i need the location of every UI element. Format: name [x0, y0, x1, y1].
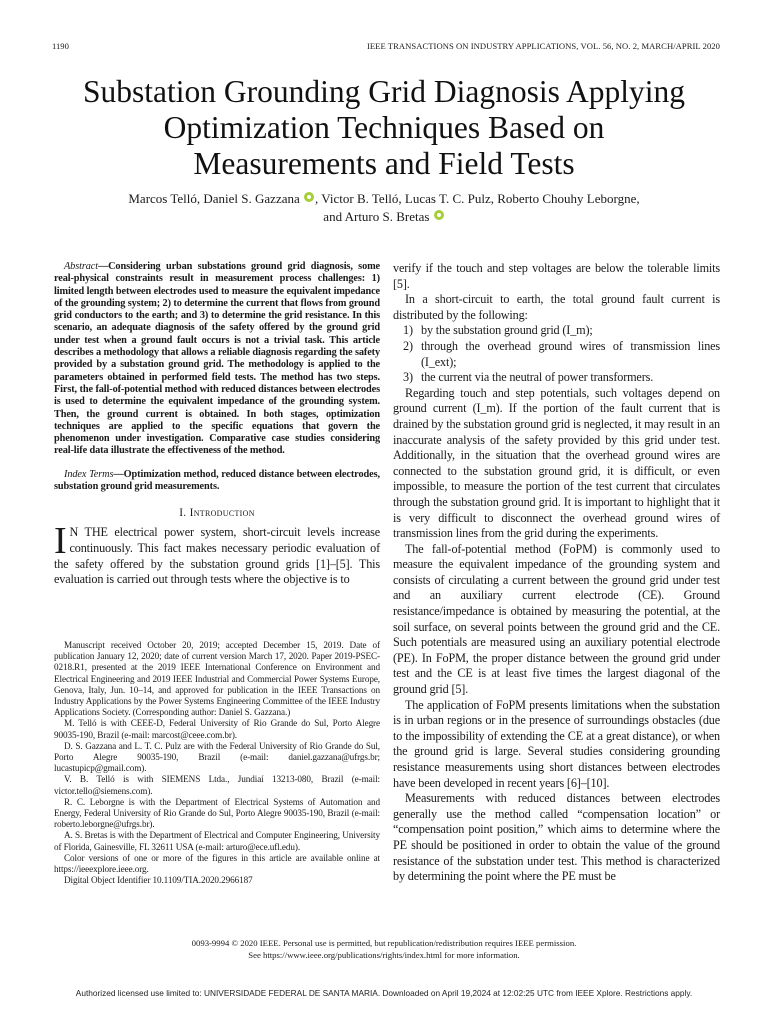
current-distribution-list [393, 323, 720, 385]
orcid-icon[interactable] [434, 210, 444, 220]
copyright-line-1: 0093-9994 © 2020 IEEE. Personal use is permitted, but republication/redistribution requires IEEE permission. [191, 938, 577, 948]
footnote: D. S. Gazzana and L. T. C. Pulz are with the Federal University of Rio Grande do Sul, Porto Alegre 90035-190, Brazil (e-mail: daniel.gazzana@ufrgs.br; lucastupicp@gmail.com). [54, 740, 380, 774]
journal-header: IEEE TRANSACTIONS ON INDUSTRY APPLICATIONS, VOL. 56, NO. 2, MARCH/APRIL 2020 [366, 41, 720, 51]
footnote: Digital Object Identifier 10.1109/TIA.2020.2966187 [64, 875, 253, 886]
author-list [60, 190, 708, 226]
license-footer: Authorized licensed use limited to: UNIVERSIDADE FEDERAL DE SANTA MARIA. Downloaded on April 19,2024 at 12:02:25 UTC from IEEE Xplore. Restrictions apply. [75, 988, 693, 998]
index-terms-text: —Optimization method, reduced distance between electrodes, substation ground grid measurements. [54, 468, 380, 493]
right-column [393, 261, 720, 885]
copyright-notice [100, 938, 668, 961]
page-number: 1190 [52, 41, 69, 51]
drop-cap: I [54, 520, 67, 563]
index-terms [54, 469, 380, 494]
footnote: Manuscript received October 20, 2019; accepted December 15, 2019. Date of publication January 12, 2020; date of current version March 17, 2020. Paper 2019-PSEC-0218.R1, presented at the 2019 IEEE International Conference on Environment and Electrical Engineering and 2019 IEEE Industrial and Commercial Power Systems Europe, Genova, Italy, Jun. 10–14, and approved for publication in the IEEE Transactions on Industry Applications by the Power Systems Engineering Committee of the IEEE Industry Applications Society. (Corresponding author: Daniel S. Gazzana.) [54, 640, 380, 718]
title-line-2: Optimization Techniques Based on [163, 110, 605, 145]
copyright-line-2: See https://www.ieee.org/publications/rights/index.html for more information. [248, 949, 520, 960]
paragraph: In a short-circuit to earth, the total ground fault current is distributed by the following: [393, 292, 720, 322]
intro-text: N THE electrical power system, short-circuit levels increase continuously. This fact makes necessary periodic evaluation of the safety offered by the substation ground grids [1]–[5]. This evaluation is carried out through tests where the objective is to [54, 525, 380, 587]
paragraph: verify if the touch and step voltages are below the tolerable limits [5]. [393, 261, 720, 291]
paragraph: The fall-of-potential method (FoPM) is commonly used to measure the equivalent impedance of the grounding system and consists of circulating a current between the ground grid under test and an auxiliary current electrode (CE). Ground resistance/impedance is obtained by measuring the potential, at the soil surface, on several points between the ground grid and the CE. Such potentials are measured using an auxiliary potential electrode (PE). In FoPM, the proper distance between the ground grid under test and the CE is at least five times the largest diagonal of the ground grid [5]. [393, 541, 720, 697]
footnote: V. B. Telló is with SIEMENS Ltda., Jundiaí 13213-080, Brazil (e-mail: victor.tello@siemens.com). [54, 774, 380, 796]
section-name: Introduction [189, 507, 255, 520]
list-item: 2) through the overhead ground wires of transmission lines (I_ext); [403, 338, 720, 369]
list-item: 3) the current via the neutral of power transformers. [403, 370, 654, 385]
footnotes [54, 640, 380, 886]
authors-part-3: and Arturo S. Bretas [323, 209, 430, 224]
abstract-label: Abstract [64, 261, 98, 272]
introduction-paragraph [54, 520, 380, 587]
list-item: 1) by the substation ground grid (I_m); [403, 323, 593, 338]
title-line-1: Substation Grounding Grid Diagnosis Applying [82, 74, 685, 109]
running-header [52, 41, 720, 55]
footnote: A. S. Bretas is with the Department of Electrical and Computer Engineering, University of Florida, Gainesville, FL 32611 USA (e-mail: arturo@ece.ufl.edu). [54, 830, 380, 852]
paper-title [40, 74, 728, 182]
footnote: M. Telló is with CEEE-D, Federal University of Rio Grande do Sul, Porto Alegre 90035-190, Brazil (e-mail: marcost@ceee.com.br). [54, 718, 380, 740]
abstract [54, 261, 380, 458]
orcid-icon[interactable] [304, 192, 314, 202]
authors-part-1: Marcos Telló, Daniel S. Gazzana [128, 191, 300, 206]
footnote: Color versions of one or more of the figures in this article are available online at https://ieeexplore.ieee.org. [54, 852, 380, 875]
authors-part-2: , Victor B. Telló, Lucas T. C. Pulz, Roberto Chouhy Leborgne, [315, 191, 640, 206]
footnote: R. C. Leborgne is with the Department of Electrical Systems of Automation and Energy, Federal University of Rio Grande do Sul, Porto Alegre 90035-190, Brazil (e-mail: roberto.leborgne@ufrgs.br). [54, 796, 380, 830]
abstract-text: —Considering urban substations ground grid diagnosis, some real-physical constraints result in measurement process challenges: 1) limited length between electrodes used to measure the equivalent impedance of the grounding system; 2) to determine the current that flows from ground grid conductors to the earth; and 3) to determine the grid resistance. In this scenario, an adequate diagnosis of the safety offered by the ground grid under test when a ground fault occurs is not a trivial task. This article describes a methodology that allows a reliable diagnosis regarding the safety provided by a substation ground grid. The methodology is applied to the parameters obtained in performed field tests. The method has two steps. First, the fall-of-potential method with reduced distances between electrodes is used to determine the equivalent impedance of the grounding system. Then, the ground current is obtained. In both stages, optimization techniques are applied to the specific equations that govern the phenomenon under investigation. Comparative case studies considering real-life data illustrate the effectiveness of the method. [54, 261, 380, 457]
left-column [54, 261, 380, 588]
section-heading-introduction [54, 506, 380, 520]
paragraph: Regarding touch and step potentials, such voltages depend on ground current (I_m). If the portion of the fault current that is drained by the substation ground grid is neglected, it may result in an inaccurate analysis of the safety provided by this grid under test. Additionally, in the situation that the overhead ground wires are connected to the substation ground grid, it is difficult, or even impossible, to measure the portion of the test current that circulates through the substation ground grid. It is important to highlight that it is very difficult to disconnect the overhead ground wires of transmission lines from the grid during the experiments. [393, 385, 720, 541]
title-line-3: Measurements and Field Tests [193, 146, 575, 181]
paragraph: Measurements with reduced distances between electrodes generally use the method called “compensation location” or “compensation point position,” which aims to determine where the PE should be positioned in order to obtain the value of the ground resistance of the substation under test. This method is characterized by determining the point where the PE must be [393, 791, 720, 884]
index-terms-label: Index Terms [64, 468, 114, 480]
paragraph: The application of FoPM presents limitations when the substation is in urban regions or in the presence of surroundings obstacles (due to the impossibility of extending the CE at a great distance), or when the ground grid is large. Several studies considering grounding resistance measurements using short distances between electrodes have been developed in recent years [6]–[10]. [393, 697, 720, 790]
section-numeral: I. [179, 507, 187, 520]
